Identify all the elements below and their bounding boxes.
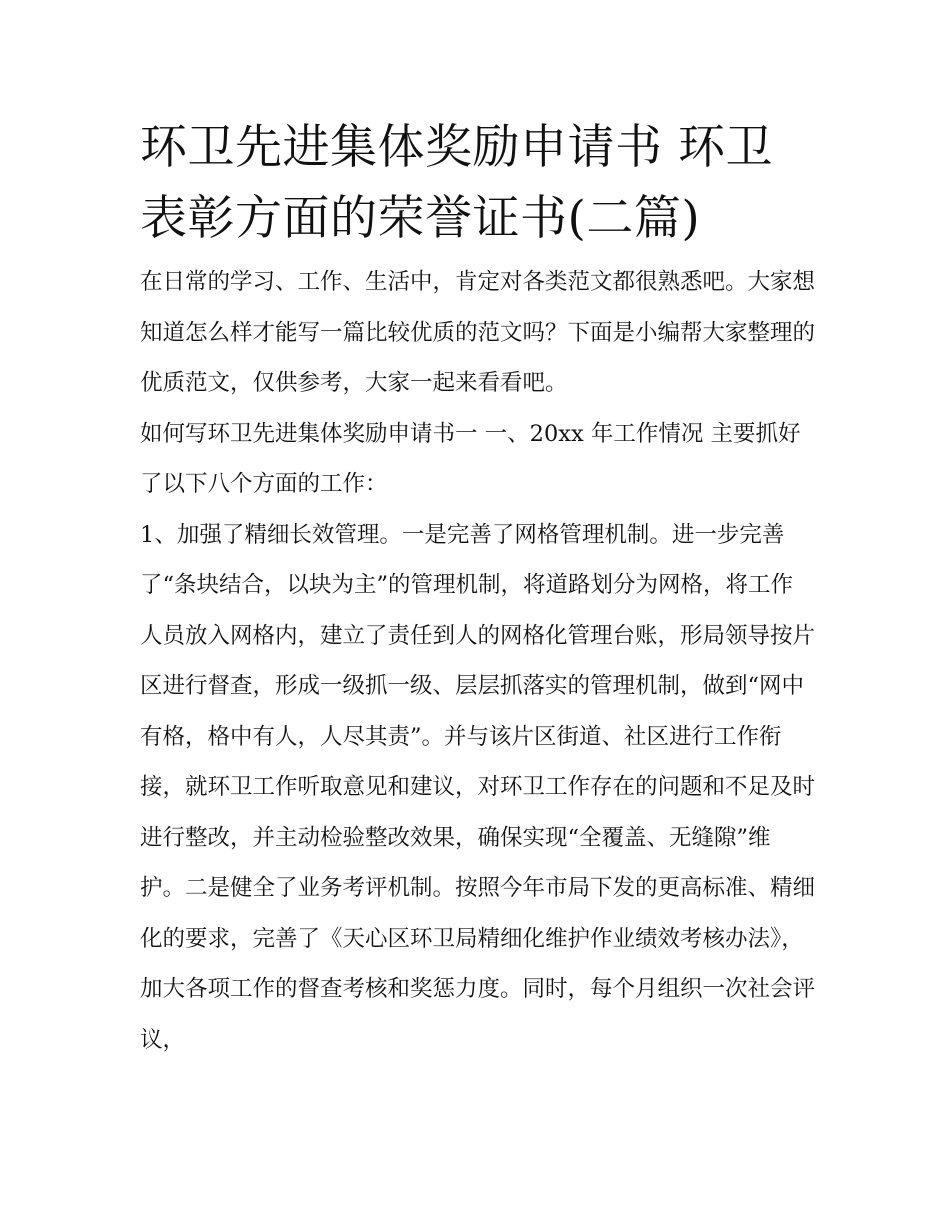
section-heading-paragraph: 如何写环卫先进集体奖励申请书一 一、20xx 年工作情况 主要抓好了以下八个方面的工作： [140, 420, 801, 497]
document-body [140, 112, 815, 1065]
body-paragraph: 1、加强了精细长效管理。一是完善了网格管理机制。进一步完善了“条块结合，以块为主”的管理机制，将道路划分为网格，将工作人员放入网格内，建立了责任到人的网格化管理台账，形局领导按片区进行督查，形成一级抓一级、层层抓落实的管理机制，做到“网中有格，格中有人，人尽其责”。并与该片区街道、社区进行工作衔接，就环卫工作听取意见和建议，对环卫工作存在的问题和不足及时进行整改，并主动检验整改效果，确保实现“全覆盖、无缝隙”维护。二是健全了业务考评机制。按照今年市局下发的更高标准、精细化的要求，完善了《天心区环卫局精细化维护作业绩效考核办法》，加大各项工作的督查考核和奖惩力度。同时，每个月组织一次社会评议， [140, 521, 816, 1053]
intro-paragraph: 在日常的学习、工作、生活中，肯定对各类范文都很熟悉吧。大家想知道怎么样才能写一篇比较优质的范文吗？下面是小编帮大家整理的优质范文，仅供参考，大家一起来看看吧。 [140, 269, 816, 396]
document-title: 环卫先进集体奖励申请书 环卫表彰方面的荣誉证书(二篇) [140, 120, 773, 246]
